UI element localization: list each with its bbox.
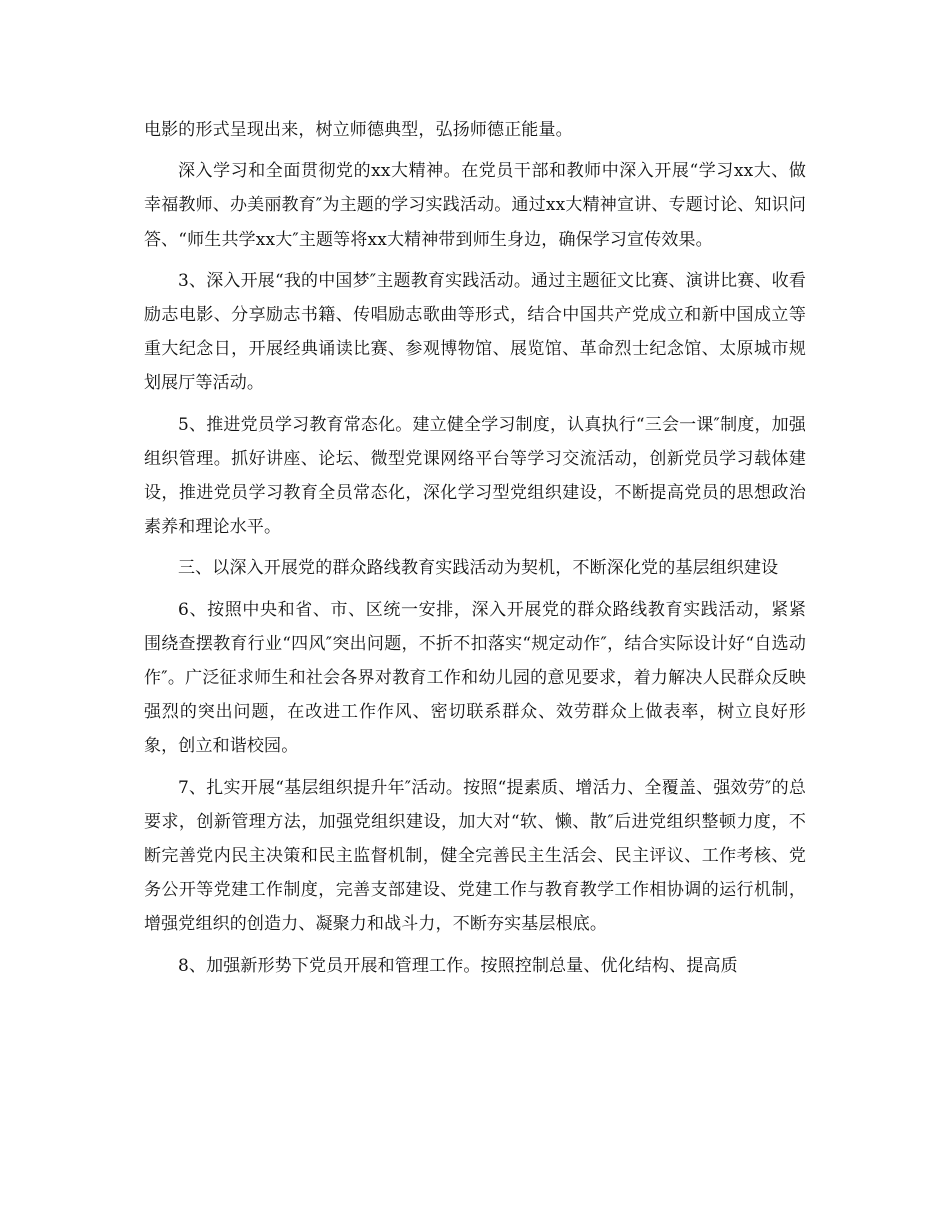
paragraph-2: 深入学习和全面贯彻党的xx大精神。在党员干部和教师中深入开展“学习xx大、做幸福教师、办美丽教育″为主题的学习实践活动。通过xx大精神宣讲、专题讨论、知识问答、“师生共学xx大″主题等将xx大精神带到师生身边，确保学习宣传效果。 (144, 161, 806, 250)
document-body (144, 113, 806, 990)
paragraph-6: 6、按照中央和省、市、区统一安排，深入开展党的群众路线教育实践活动，紧紧围绕查摆教育行业“四风″突出问题，不折不扣落实“规定动作″，结合实际设计好“自选动作″。广泛征求师生和社会各界对教育工作和幼儿园的意见要求，着力解决人民群众反映强烈的突出问题，在改进工作作风、密切联系群众、效劳群众上做表率，树立良好形象，创立和谐校园。 (144, 599, 806, 757)
paragraph-8: 8、加强新形势下党员开展和管理工作。按照控制总量、优化结构、提高质 (178, 955, 738, 976)
paragraph-7: 7、扎实开展“基层组织提升年″活动。按照“提素质、增活力、全覆盖、强效劳″的总要求，创新管理方法，加强党组织建设，加大对“软、懒、散″后进党组织整顿力度，不断完善党内民主决策和民主监督机制，健全完善民主生活会、民主评议、工作考核、党务公开等党建工作制度，完善支部建设、党建工作与教育教学工作相协调的运行机制，增强党组织的创造力、凝聚力和战斗力，不断夯实基层根底。 (144, 777, 806, 935)
paragraph-1: 电影的形式呈现出来，树立师德典型，弘扬师德正能量。 (144, 120, 573, 140)
paragraph-3: 3、深入开展“我的中国梦″主题教育实践活动。通过主题征文比赛、演讲比赛、收看励志电影、分享励志书籍、传唱励志歌曲等形式，结合中国共产党成立和新中国成立等重大纪念日，开展经典诵读比赛、参观博物馆、展览馆、革命烈士纪念馆、太原城市规划展厅等活动。 (144, 270, 806, 394)
paragraph-4: 5、推进党员学习教育常态化。建立健全学习制度，认真执行“三会一课″制度，加强组织管理。抓好讲座、论坛、微型党课网络平台等学习交流活动，创新党员学习载体建设，推进党员学习教育全员常态化，深化学习型党组织建设，不断提高党员的思想政治素养和理论水平。 (144, 414, 806, 538)
section-heading-3: 三、以深入开展党的群众路线教育实践活动为契机，不断深化党的基层组织建设 (178, 558, 779, 579)
